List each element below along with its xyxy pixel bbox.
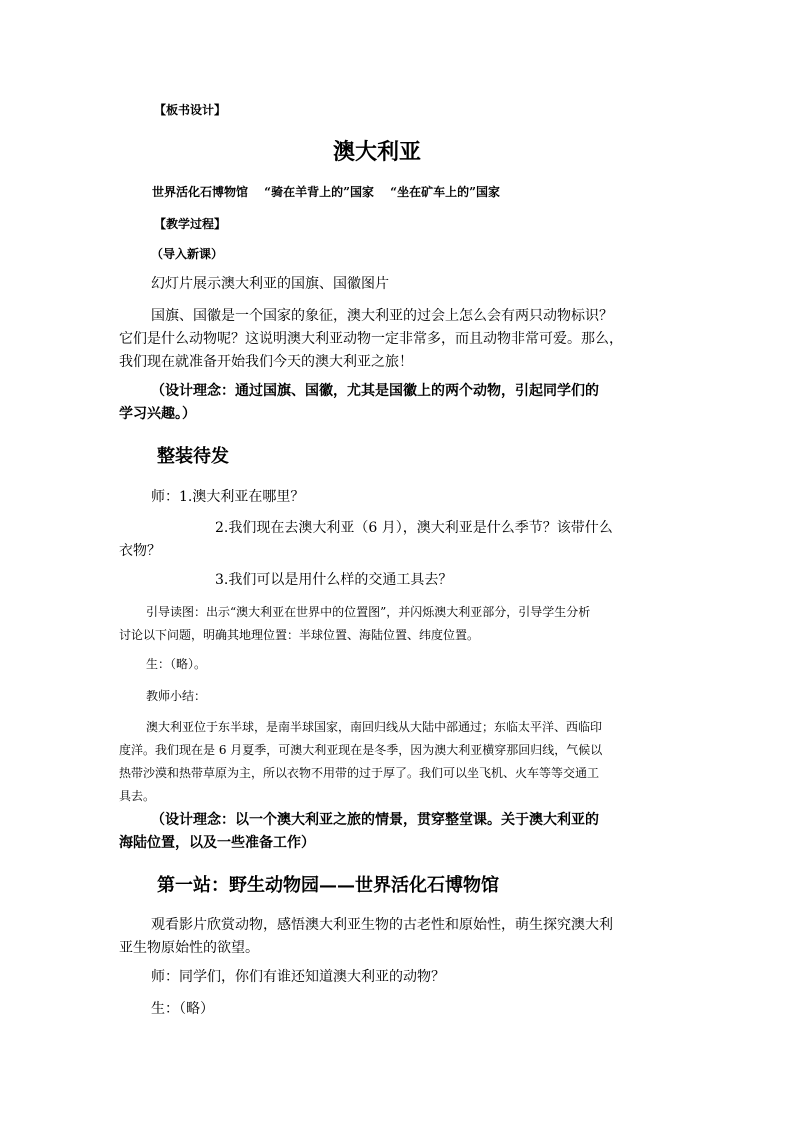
student-answer-1: 生：（略）。: [146, 657, 207, 671]
board-title: 澳大利亚: [333, 139, 422, 165]
intro-paragraph-1: 幻灯片展示澳大利亚的国旗、国徽图片: [151, 276, 389, 292]
question-2-line-1: 2.我们现在去澳大利亚（6 月），澳大利亚是什么季节？该带什么: [215, 520, 613, 536]
question-3: 3.我们可以是用什么样的交通工具去？: [215, 572, 453, 588]
board-line: 世界活化石博物馆 “骑在羊背上的”国家 “坐在矿车上的”国家: [152, 185, 500, 199]
design-note-2-line-1: （设计理念：以一个澳大利亚之旅的情景，贯穿整堂课。关于澳大利亚的: [151, 812, 599, 828]
question-2-line-2: 衣物？: [119, 543, 161, 559]
intro-heading: （导入新课）: [151, 247, 224, 261]
teacher-question: 师：同学们，你们有谁还知道澳大利亚的动物？: [151, 969, 445, 985]
summary-line-1: 澳大利亚位于东半球，是南半球国家，南回归线从大陆中部通过；东临太平洋、西临印: [146, 720, 603, 734]
design-note-2-line-2: 海陆位置，以及一些准备工作）: [119, 835, 315, 851]
board-design-heading: 【板书设计】: [154, 103, 227, 117]
intro-paragraph-2-line-2: 它们是什么动物呢？这说明澳大利亚动物一定非常多，而且动物非常可爱。那么，: [119, 331, 623, 347]
summary-line-3: 热带沙漠和热带草原为主，所以衣物不用带的过于厚了。我们可以坐飞机、火车等等交通工: [119, 766, 600, 780]
design-note-1-line-2: 学习兴趣。）: [119, 406, 196, 422]
student-answer-2: 生：（略）: [151, 1001, 214, 1017]
intro-paragraph-2-line-3: 我们现在就准备开始我们今天的澳大利亚之旅！: [119, 354, 413, 370]
process-heading: 【教学过程】: [154, 217, 227, 231]
station-1-title: 第一站：野生动物园——世界活化石博物馆: [157, 875, 499, 896]
guide-line-1: 引导读图：出示“澳大利亚在世界中的位置图”，并闪烁澳大利亚部分，引导学生分析: [146, 605, 591, 619]
summary-line-2: 度洋。我们现在是 6 月夏季，可澳大利亚现在是冬季，因为澳大利亚横穿那回归线，气候以: [119, 743, 603, 757]
design-note-1-line-1: （设计理念：通过国旗、国徽，尤其是国徽上的两个动物，引起同学们的: [151, 383, 599, 399]
watch-line-1: 观看影片欣赏动物，感悟澳大利亚生物的古老性和原始性，萌生探究澳大利: [151, 917, 613, 933]
section-title-prepare: 整装待发: [157, 446, 229, 467]
summary-line-4: 具去。: [119, 789, 156, 803]
intro-paragraph-2-line-1: 国旗、国徽是一个国家的象征，澳大利亚的过会上怎么会有两只动物标识？: [151, 308, 613, 324]
watch-line-2: 亚生物原始性的欲望。: [119, 940, 259, 956]
question-1: 师：1.澳大利亚在哪里？: [151, 489, 305, 505]
teacher-summary-label: 教师小结：: [146, 689, 207, 703]
guide-line-2: 讨论以下问题，明确其地理位置：半球位置、海陆位置、纬度位置。: [119, 628, 480, 642]
